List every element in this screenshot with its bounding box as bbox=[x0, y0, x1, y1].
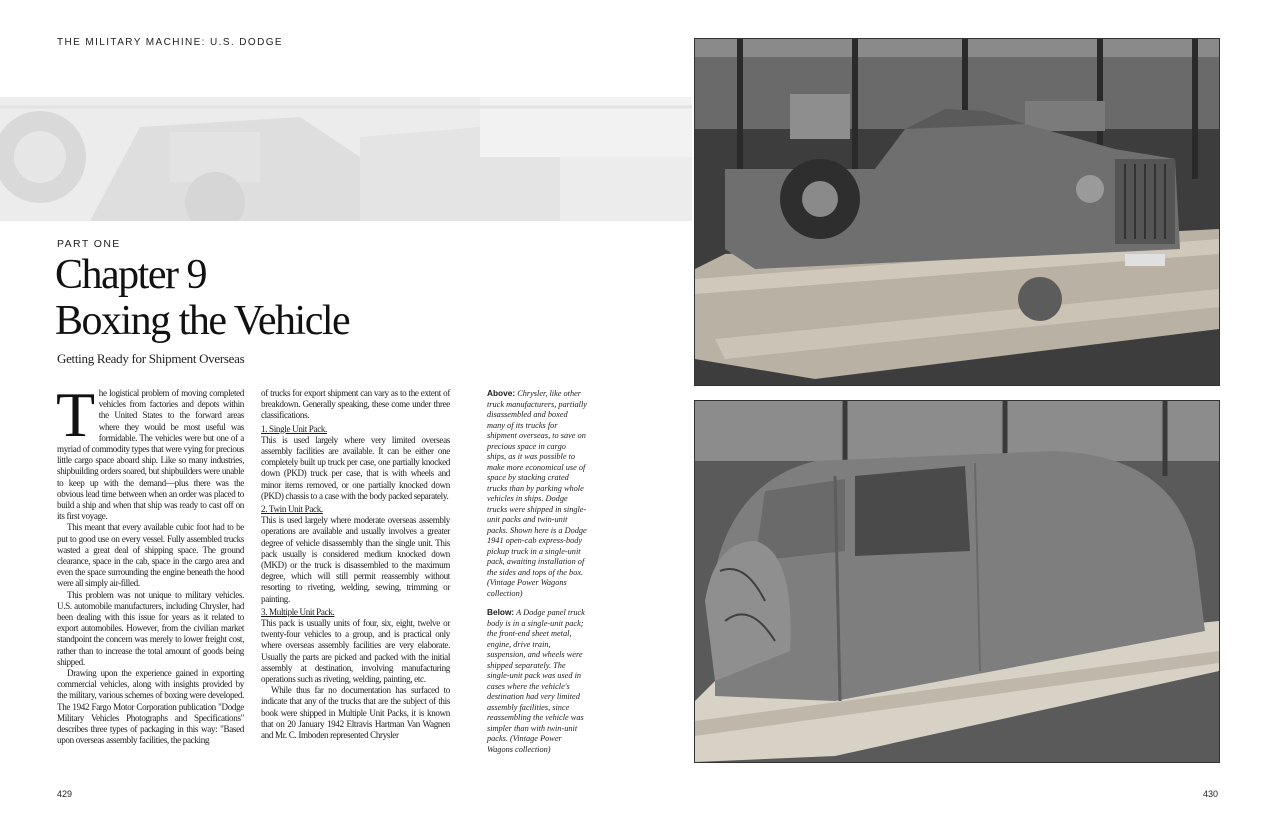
page-number-right: 430 bbox=[1203, 789, 1219, 799]
photo-captions bbox=[487, 388, 587, 763]
photo-panel-truck-crate bbox=[694, 400, 1220, 763]
photo-pickup-truck-crate bbox=[694, 38, 1220, 386]
paragraph: The logistical problem of moving completed vehicles from factories and depots within the United States to the forward areas where they would be most useful was formidable. The vehicles were but one of a myriad of commodity types that were vying for precious little cargo space aboard ship. Like so many industries, shipbuilding orders soared, but shipbuilders were unable to keep up with the demand—plus there was the obvious lead time between when an order was placed to build a ship and when that ship was ready to cast off on its first voyage. bbox=[56, 379, 244, 522]
photo-panel-truck-graphic bbox=[695, 401, 1219, 762]
paragraph: This problem was not unique to military vehicles. U.S. automobile manufacturers, including Chrysler, had been dealing with this issue for years as it related to export automobiles. However, from the civilian market standpoint the concern was merely to lower freight cost, rather than to increase the total amount of goods being shipped. bbox=[57, 589, 244, 667]
chapter-title bbox=[55, 252, 349, 344]
chapter-subtitle: Getting Ready for Shipment Overseas bbox=[57, 351, 245, 366]
section-heading: 2. Twin Unit Pack. bbox=[261, 504, 323, 515]
paragraph: This meant that every available cubic foot had to be put to good use on every vessel. Fully assembled trucks wasted a great deal of shipping space. The ground clearance, space in the cab, space in the cargo area and even the space surrounding the engine beneath the hood were all simply air-filled. bbox=[57, 522, 244, 589]
paragraph: While thus far no documentation has surfaced to indicate that any of the trucks that are the subject of this book were shipped in Multiple Unit Packs, it is known that on 20 January 1942 Eltravis Hartman Van Wagnen and Mr. C. Imboden represented Chrysler bbox=[261, 685, 450, 741]
drop-cap: T bbox=[56, 379, 95, 450]
paragraph: This is used largely where moderate overseas assembly operations are available and usually involves a greater degree of vehicle disassembly than the single unit. This pack usually is considered medium knocked down (MKD) or the truck is disassembled to the maximum degree, which will still permit reassembly without resorting to riveting, welding, sewing, trimming or painting. bbox=[261, 515, 450, 604]
text-column-2 bbox=[261, 388, 450, 741]
text-column-1 bbox=[56, 379, 244, 747]
caption-below: Below: A Dodge panel truck body is in a single-unit pack; the front-end sheet metal, engine, drive train, suspension, and wheels were shipped separately. The single-unit pack was used in cases where the vehicle's destination had very limited assembly facilities, since reassembling the vehicle was simpler than with twin-unit packs. (Vintage Power Wagons collection) bbox=[487, 607, 585, 754]
running-head: THE MILITARY MACHINE: U.S. DODGE bbox=[57, 37, 283, 48]
banner-photo bbox=[0, 97, 692, 221]
paragraph: Drawing upon the experience gained in exporting commercial vehicles, along with insights provided by the military, various schemes of boxing were developed. The 1942 Fargo Motor Corporation publication "Dodge Military Vehicles Photographs and Specifications" describes three types of packaging in this way: "Based upon overseas assembly facilities, the packing bbox=[57, 668, 244, 746]
chapter-name: Boxing the Vehicle bbox=[55, 298, 350, 344]
caption-above: Above: Chrysler, like other truck manufacturers, partially disassembled and boxed many of its trucks for shipment overseas, to save on precious space in cargo ships, as it was possible to make more economical use of space by stacking crated trucks than by parking whole vehicles in ships. Dodge trucks were shipped in single-unit packs and twin-unit packs. Shown here is a Dodge 1941 open-cab express-body pickup truck in a single-unit pack, awaiting installation of the sides and tops of the box. (Vintage Power Wagons collection) bbox=[487, 388, 587, 598]
section-heading: 1. Single Unit Pack. bbox=[261, 423, 327, 434]
chapter-number: Chapter 9 bbox=[55, 252, 206, 298]
paragraph: This is used largely where very limited overseas assembly facilities are available. It can be either one completely built up truck per case, one partially knocked down (PKD) truck per case, that is with wheels and minor items removed, or one partially knocked down (PKD) chassis to a case with the body packed separately. bbox=[261, 434, 450, 501]
paragraph: This pack is usually units of four, six, eight, twelve or twenty-four vehicles to a group, and is practical only where overseas assembly facilities are very elaborate. Usually the parts are picked and packed with the initial assembly at destination, involving manufacturing operations such as riveting, welding, painting, etc. bbox=[261, 618, 450, 685]
photo-pickup-truck-graphic bbox=[695, 39, 1219, 385]
section-heading: 3. Multiple Unit Pack. bbox=[261, 606, 335, 617]
banner-photo-graphic bbox=[0, 97, 692, 221]
part-label: PART ONE bbox=[57, 238, 121, 250]
page-number-left: 429 bbox=[57, 789, 73, 799]
paragraph: of trucks for export shipment can vary as to the extent of breakdown. Generally speaking, these come under three classifications. bbox=[261, 388, 450, 421]
